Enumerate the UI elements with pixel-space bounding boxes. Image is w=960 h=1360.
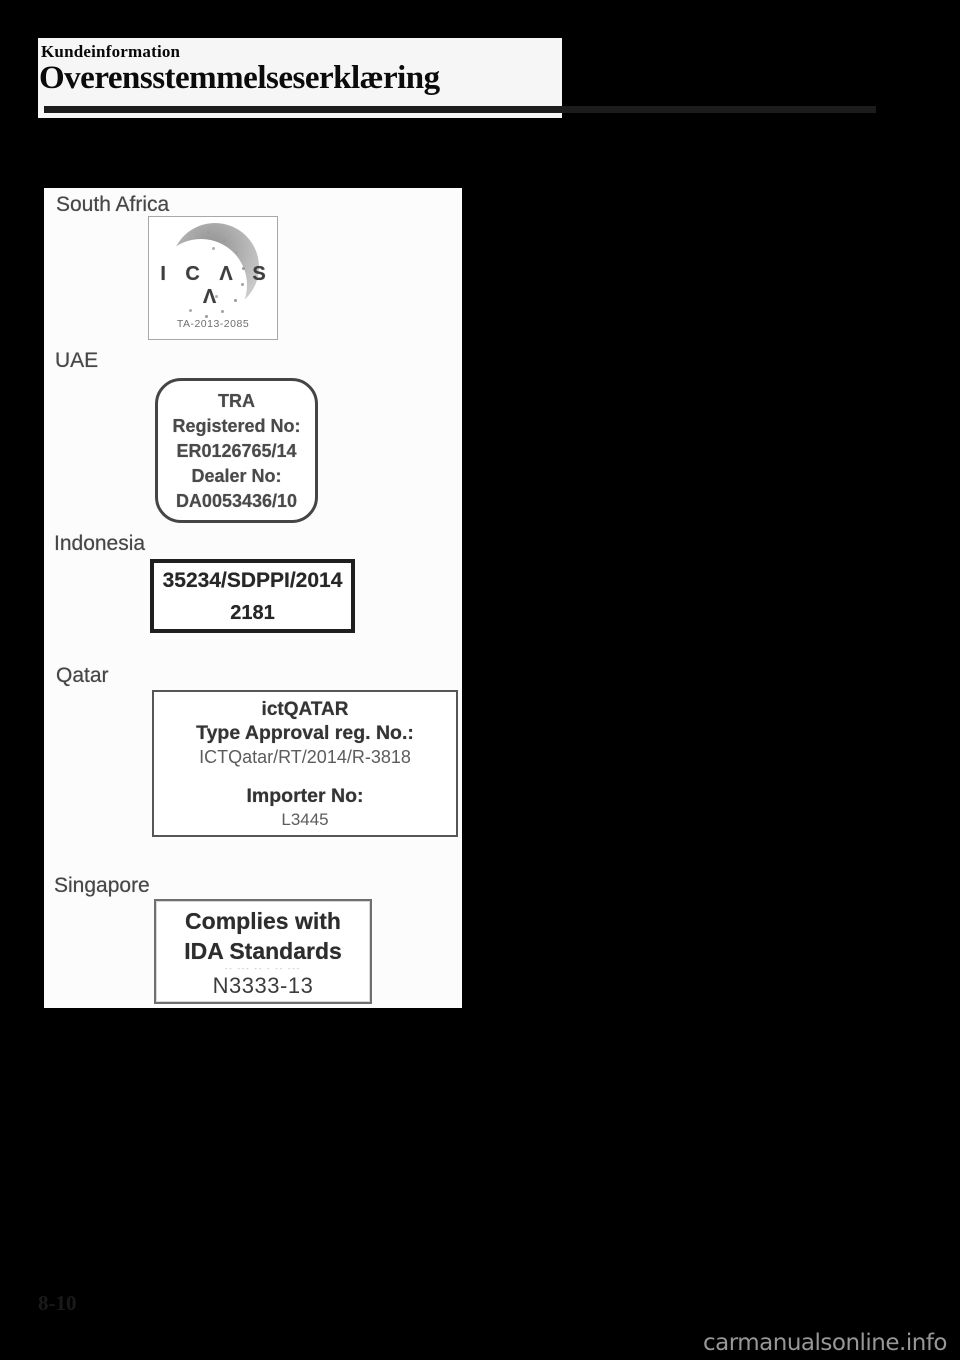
ictqatar-org: ictQATAR: [261, 699, 349, 720]
country-label-south-africa: South Africa: [56, 193, 170, 216]
ida-cert-number: N3333-13: [212, 973, 314, 998]
ida-redacted-line: -- --- -- - -- ---: [224, 966, 302, 973]
tra-mark: [155, 378, 318, 523]
watermark: carmanualsonline.info: [702, 1330, 947, 1356]
sdppi-mark: [150, 559, 355, 633]
sdppi-code: 2181: [230, 602, 275, 624]
tra-line: Registered No:: [172, 416, 301, 436]
icasa-approval-number: TA-2013-2085: [176, 318, 250, 330]
ictqatar-importer-heading: Importer No:: [246, 785, 364, 807]
ictqatar-importer-number: L3445: [281, 810, 329, 829]
country-label-uae: UAE: [55, 349, 99, 372]
section-label: Kundeinformation: [41, 42, 181, 61]
certification-panel: [44, 188, 462, 1008]
icasa-dots-icon: [149, 217, 152, 220]
ida-line2: IDA Standards: [184, 938, 342, 964]
page-title: Overensstemmelseserklæring: [39, 60, 440, 96]
sdppi-cert-number: 35234/SDPPI/2014: [162, 569, 343, 592]
ida-mark: [154, 899, 372, 1004]
icasa-mark: [148, 216, 278, 340]
page-number: 8-10: [38, 1291, 77, 1315]
ictqatar-approval-number: ICTQatar/RT/2014/R-3818: [199, 747, 411, 767]
tra-line: TRA: [218, 391, 255, 411]
country-label-singapore: Singapore: [54, 874, 150, 897]
header-rule: [44, 106, 876, 113]
tra-line: ER0126765/14: [176, 441, 297, 461]
ictqatar-mark: [152, 690, 458, 837]
tra-line: DA0053436/10: [175, 491, 298, 511]
country-label-qatar: Qatar: [56, 664, 109, 687]
tra-line: Dealer No:: [191, 466, 282, 486]
ida-line1: Complies with: [185, 908, 341, 934]
icasa-logo-letters: I C Λ S Λ: [160, 263, 273, 308]
country-label-indonesia: Indonesia: [54, 532, 146, 555]
ictqatar-approval-heading: Type Approval reg. No.:: [196, 722, 414, 744]
